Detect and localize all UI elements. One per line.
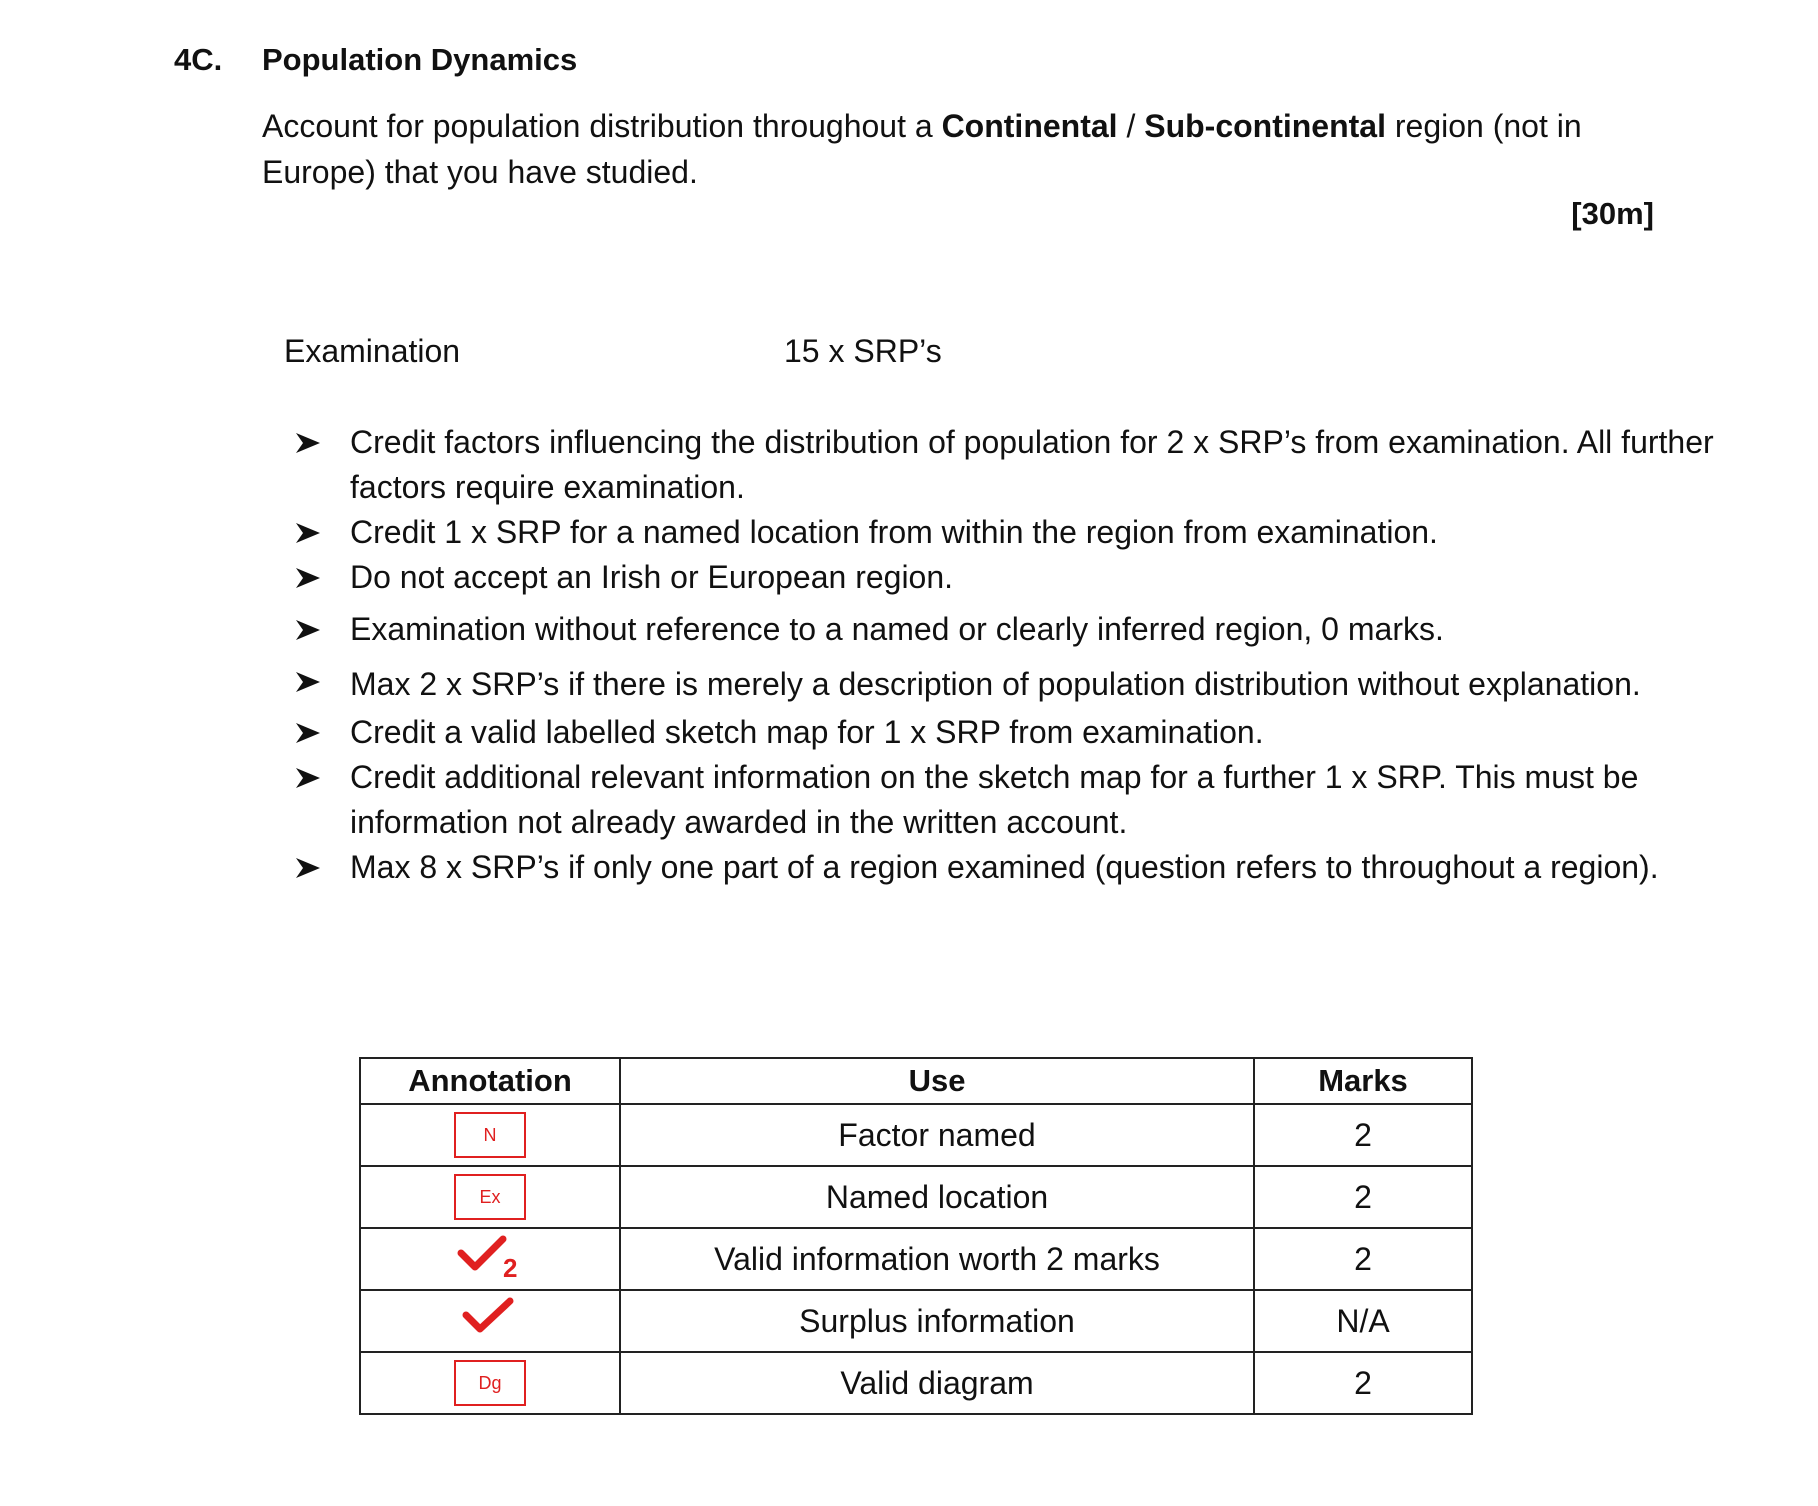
list-item (294, 755, 1714, 845)
arrow-bullet-icon (294, 755, 324, 800)
list-item (294, 510, 1714, 555)
marks-cell: 2 (1254, 1228, 1472, 1290)
examination-label: Examination (284, 333, 461, 369)
question-number: 4C. (174, 42, 223, 77)
table-row (360, 1290, 1472, 1352)
table-row (360, 1352, 1472, 1414)
question-title: Population Dynamics (262, 42, 578, 77)
marking-scheme-list (294, 420, 1714, 890)
table-row (360, 1104, 1472, 1166)
list-item (294, 420, 1714, 510)
list-item-text: Credit factors influencing the distribution of population for 2 x SRP’s from examination. All further factors require examination. (350, 424, 1714, 505)
header-use: Use (620, 1058, 1254, 1104)
header-annotation: Annotation (360, 1058, 620, 1104)
list-item (294, 659, 1714, 710)
list-item-text: Credit additional relevant information on the sketch map for a further 1 x SRP. This must be information not already awarded in the written account. (350, 759, 1639, 840)
arrow-bullet-icon (294, 420, 324, 465)
marks-cell: N/A (1254, 1290, 1472, 1352)
tick-2-digit: 2 (503, 1253, 518, 1279)
use-cell: Factor named (620, 1104, 1254, 1166)
arrow-bullet-icon (294, 845, 324, 890)
question-bold-subcontinental: Sub-continental (1144, 108, 1386, 144)
arrow-bullet-icon (294, 510, 324, 555)
question-bold-continental: Continental (941, 108, 1118, 144)
list-item-text: Max 2 x SRP’s if there is merely a description of population distribution without explanation. (350, 666, 1641, 702)
tick-icon (460, 1295, 520, 1347)
use-cell: Valid diagram (620, 1352, 1254, 1414)
list-item-text: Examination without reference to a named or clearly inferred region, 0 marks. (350, 611, 1444, 647)
header-marks: Marks (1254, 1058, 1472, 1104)
list-item (294, 555, 1714, 600)
list-item (294, 845, 1714, 890)
table-header-row (360, 1058, 1472, 1104)
list-item (294, 710, 1714, 755)
tick-2-icon (455, 1231, 525, 1287)
ex-box-icon: Ex (454, 1174, 526, 1220)
marks-cell: 2 (1254, 1166, 1472, 1228)
table-row (360, 1228, 1472, 1290)
arrow-bullet-icon (294, 659, 324, 704)
annotation-cell (360, 1104, 620, 1166)
use-cell: Named location (620, 1166, 1254, 1228)
list-item-text: Max 8 x SRP’s if only one part of a region examined (question refers to throughout a region). (350, 849, 1659, 885)
annotation-cell (360, 1352, 620, 1414)
marks-cell: 2 (1254, 1352, 1472, 1414)
list-item-text: Do not accept an Irish or European region. (350, 559, 954, 595)
use-cell: Valid information worth 2 marks (620, 1228, 1254, 1290)
arrow-bullet-icon (294, 710, 324, 755)
arrow-bullet-icon (294, 555, 324, 600)
dg-box-icon: Dg (454, 1360, 526, 1406)
question-text-part2: region (not in Europe) that you have studied. (262, 108, 1582, 190)
question-text (262, 103, 1662, 195)
annotation-cell (360, 1290, 620, 1352)
n-box-icon: N (454, 1112, 526, 1158)
table-row (360, 1166, 1472, 1228)
question-text-part1: Account for population distribution throughout a (262, 108, 942, 144)
annotation-table (359, 1057, 1473, 1415)
examination-value: 15 x SRP’s (784, 333, 942, 369)
list-item (294, 607, 1714, 652)
annotation-cell (360, 1166, 620, 1228)
marks-cell: 2 (1254, 1104, 1472, 1166)
arrow-bullet-icon (294, 607, 324, 652)
use-cell: Surplus information (620, 1290, 1254, 1352)
question-separator: / (1117, 108, 1145, 144)
annotation-cell (360, 1228, 620, 1290)
list-item-text: Credit a valid labelled sketch map for 1 x SRP from examination. (350, 714, 1264, 750)
question-marks: [30m] (1571, 196, 1654, 231)
list-item-text: Credit 1 x SRP for a named location from within the region from examination. (350, 514, 1438, 550)
